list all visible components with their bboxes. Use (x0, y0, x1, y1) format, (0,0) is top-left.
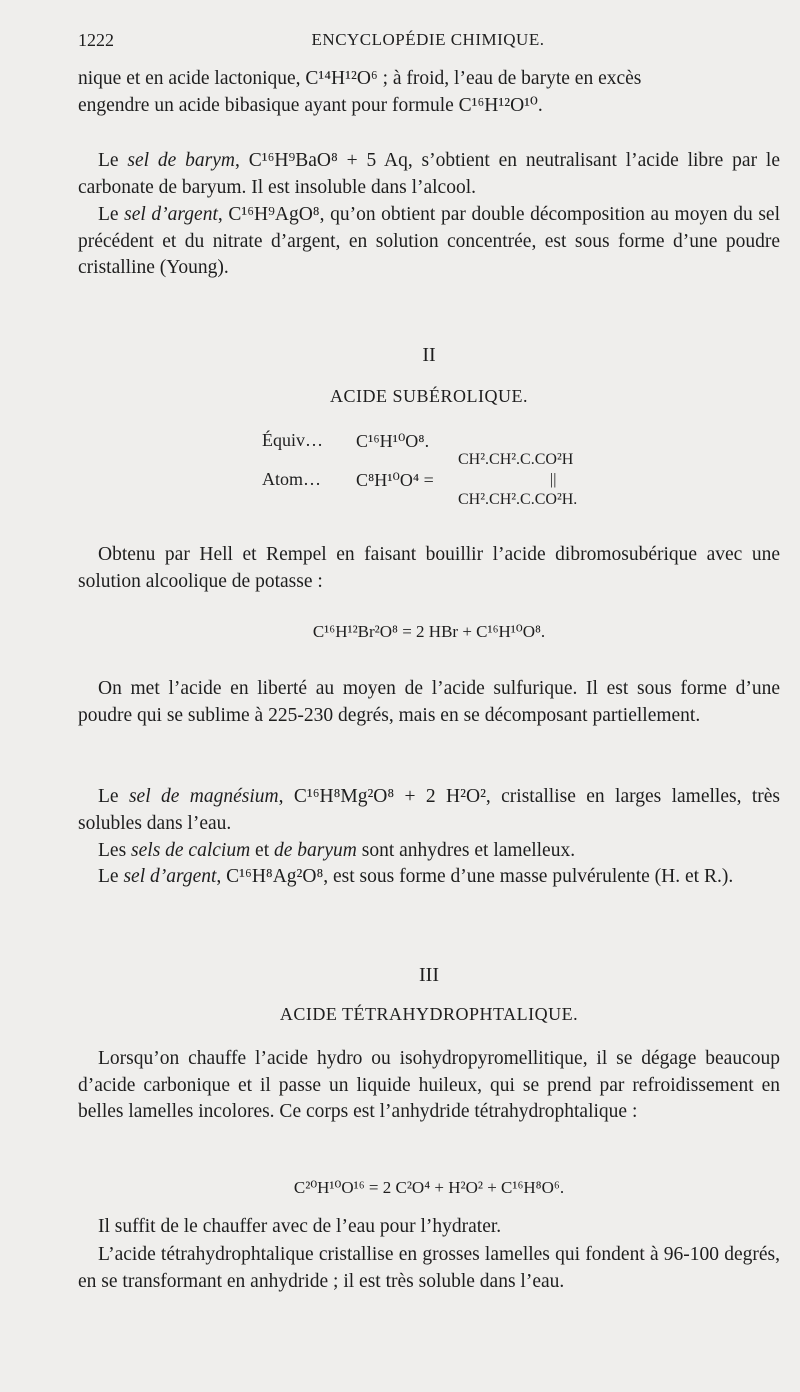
section-numeral: II (422, 344, 436, 366)
paragraph-tetrahydro-preparation: Lorsqu’on chauffe l’acide hydro ou isohydropyromellitique, il se dégage beaucoup d’acide carbonique et il passe un liquide huileux, qui se prend par refroidissement en belles lamelles incolores. Ce corps est l’anhydride tétrahydrophtalique : (78, 1048, 780, 1122)
italic-term: de baryum (274, 840, 357, 861)
paragraph-magnesium-salt: Le sel de magnésium, C¹⁶H⁸Mg²O⁸ + 2 H²O², cristallise en larges lamelles, très solubles dans l’eau. (78, 786, 780, 834)
line: engendre un acide bibasique ayant pour formule C¹⁶H¹²O¹⁰. (78, 94, 543, 116)
line: nique et en acide lactonique, C¹⁴H¹²O⁶ ; à froid, l’eau de baryte en excès (78, 68, 642, 89)
atom-label: Atom… (262, 469, 322, 489)
paragraph-silver-salt-2: Le sel d’argent, C¹⁶H⁸Ag²O⁸, est sous forme d’une masse pulvérulente (H. et R.). (98, 866, 734, 887)
paragraph-calcium-barium-salts: Les sels de calcium et de baryum sont anhydres et lamelleux. (98, 840, 576, 861)
equiv-formula: C¹⁶H¹⁰O⁸. (356, 431, 430, 451)
italic-term: sel de barym (127, 150, 236, 171)
structural-formula: CH².CH².C.CO²H || CH².CH².C.CO²H. (458, 451, 578, 508)
atom-formula: C⁸H¹⁰O⁴ = (356, 470, 434, 490)
paragraph-properties: L’acide tétrahydrophtalique cristallise en grosses lamelles qui fondent à 96-100 degrés, en se transformant en anhydride ; il est très soluble dans l’eau. (78, 1244, 780, 1292)
paragraph-continued (78, 66, 780, 119)
italic-term: sel d’argent (124, 204, 218, 225)
equation-2: C²⁰H¹⁰O¹⁶ = 2 C²O⁴ + H²O² + C¹⁶H⁸O⁶. (293, 1178, 565, 1197)
running-title: ENCYCLOPÉDIE CHIMIQUE. (311, 30, 545, 49)
paragraph-silver-salt: Le sel d’argent, C¹⁶H⁹AgO⁸, qu’on obtient par double décomposition au moyen du sel précédent et du nitrate d’argent, en solution concentrée, est sous forme d’une poudre cristalline (Young). (78, 204, 780, 278)
section-title: ACIDE SUBÉROLIQUE. (330, 386, 528, 406)
paragraph-liberation: On met l’acide en liberté au moyen de l’acide sulfurique. Il est sous forme d’une poudre qui se sublime à 225-230 degrés, mais en se décomposant partiellement. (78, 678, 780, 726)
section-numeral: III (419, 964, 439, 986)
paragraph-preparation: Obtenu par Hell et Rempel en faisant bouillir l’acide dibromosubérique avec une solution alcoolique de potasse : (78, 544, 780, 592)
italic-term: sel d’argent (123, 866, 217, 887)
equiv-label: Équiv… (262, 430, 323, 450)
section-title: ACIDE TÉTRAHYDROPHTALIQUE. (279, 1004, 579, 1024)
paragraph-hydration: Il suffit de le chauffer avec de l’eau pour l’hydrater. (98, 1216, 502, 1237)
paragraph-barium-salt: Le sel de barym, C¹⁶H⁹BaO⁸ + 5 Aq, s’obtient en neutralisant l’acide libre par le carbonate de baryum. Il est insoluble dans l’alcool. (78, 150, 780, 198)
equation-1: C¹⁶H¹²Br²O⁸ = 2 HBr + C¹⁶H¹⁰O⁸. (312, 622, 546, 641)
page-header (78, 30, 778, 54)
page-number: 1222 (78, 30, 114, 50)
italic-term: sels de calcium (131, 840, 251, 861)
italic-term: sel de magnésium (128, 786, 279, 807)
